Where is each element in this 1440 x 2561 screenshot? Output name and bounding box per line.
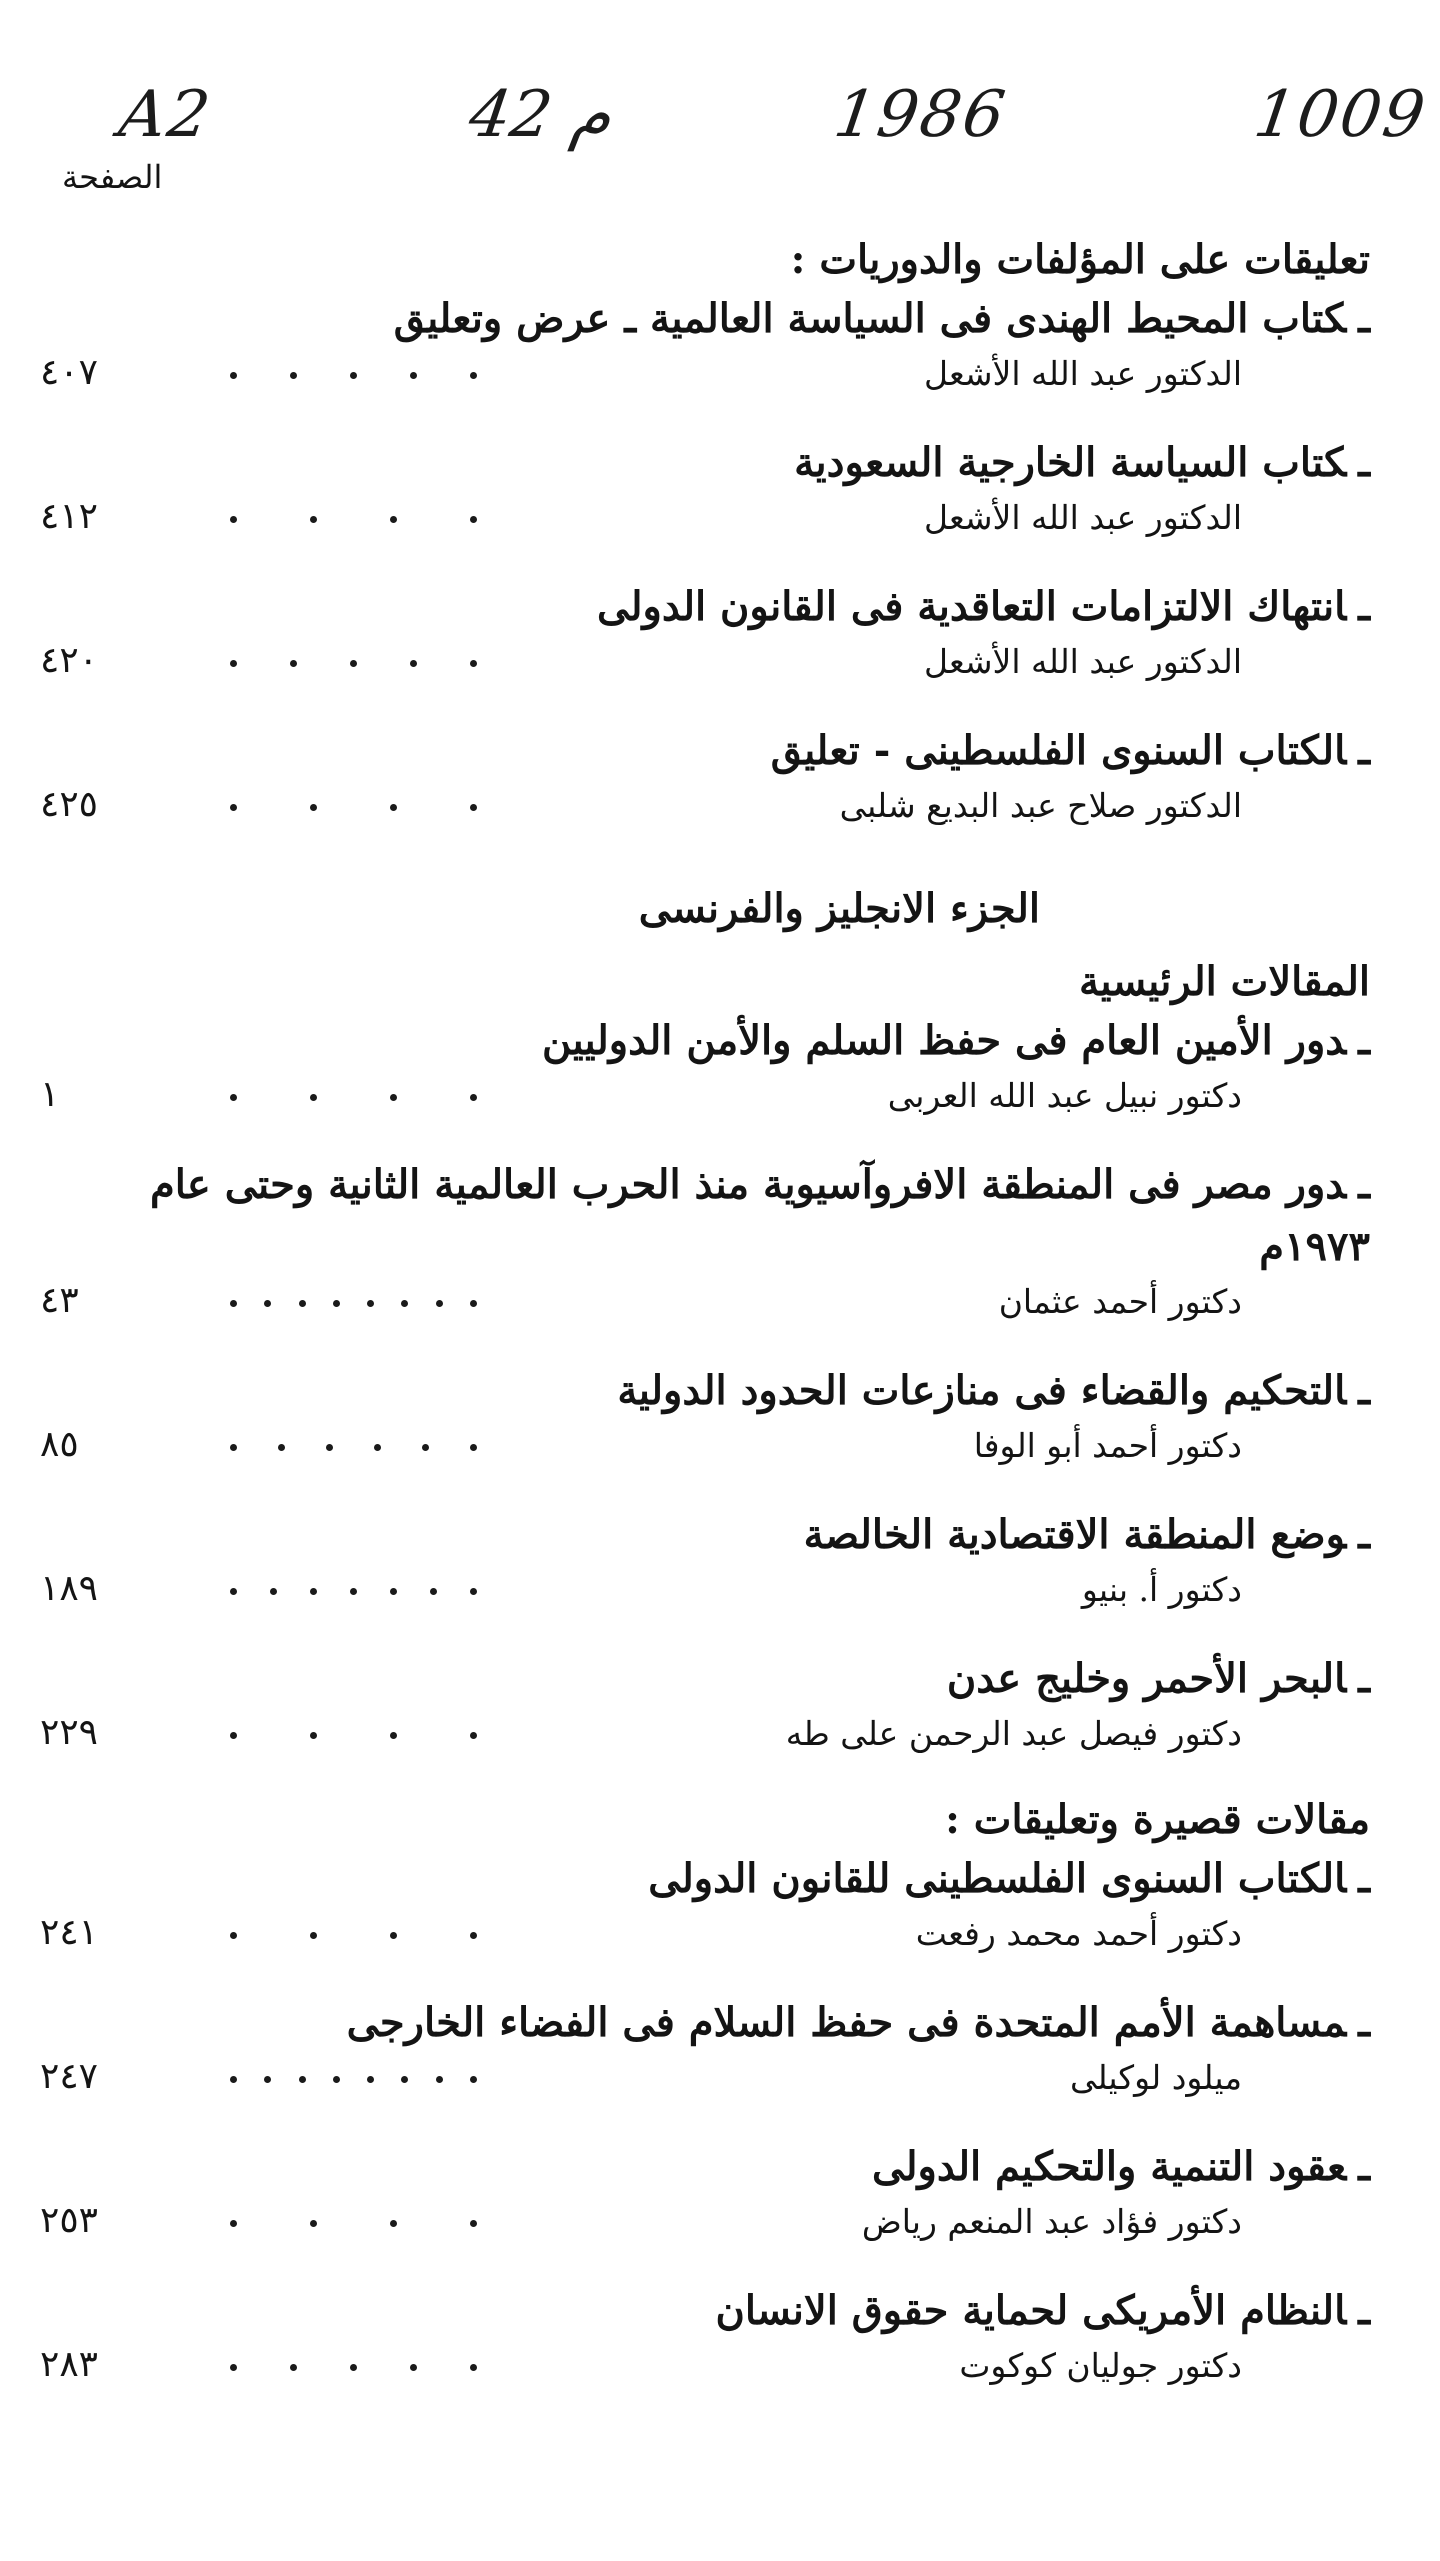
entry-author: دكتور أحمد محمد رفعت: [915, 1914, 1242, 1953]
leader-dot: [270, 1588, 277, 1595]
leader-dot: [290, 372, 297, 379]
dot-leader: [230, 350, 470, 410]
leader-dot: [470, 1444, 477, 1451]
entry-author-row: [40, 494, 1370, 554]
leader-dot: [310, 804, 317, 811]
leader-dot: [401, 1300, 408, 1307]
entry-author-row: [40, 2054, 1370, 2114]
toc-entry[interactable]: [40, 1848, 1370, 1970]
leader-dot: [470, 804, 477, 811]
leader-dot: [390, 804, 397, 811]
entry-author: دكتور فؤاد عبد المنعم رياض: [861, 2202, 1242, 2241]
entry-title-text: عقود التنمية والتحكيم الدولى: [871, 2143, 1347, 2190]
leader-dot: [290, 660, 297, 667]
entry-title: [40, 1648, 1370, 1710]
leader-dot: [310, 516, 317, 523]
entry-title: [40, 2280, 1370, 2342]
entry-page-number: ٢٨٣: [40, 2344, 99, 2385]
leader-dot: [326, 1444, 333, 1451]
entry-title: [40, 2136, 1370, 2198]
entry-page-number: ١: [40, 1074, 60, 1115]
leader-dot: [436, 2076, 443, 2083]
entry-author-row: [40, 1910, 1370, 1970]
leader-dot: [299, 2076, 306, 2083]
leader-dot: [401, 2076, 408, 2083]
dash-marker: ـ: [1358, 295, 1370, 342]
part-title: الجزء الانجليز والفرنسى: [638, 885, 1040, 932]
dot-leader: [230, 638, 470, 698]
leader-dot: [470, 1094, 477, 1101]
dot-leader: [230, 1072, 470, 1132]
entry-title-text: الكتاب السنوى الفلسطينى - تعليق: [770, 727, 1347, 774]
dot-leader: [230, 1422, 470, 1482]
entry-author: دكتور أ. بنيو: [1081, 1570, 1242, 1609]
entry-page-number: ٢٥٣: [40, 2200, 99, 2241]
leader-dot: [310, 2220, 317, 2227]
leader-dot: [470, 1932, 477, 1939]
entry-title-text: النظام الأمريكى لحماية حقوق الانسان: [715, 2287, 1347, 2334]
toc-entry[interactable]: [40, 1154, 1370, 1338]
leader-dot: [230, 372, 237, 379]
entry-title: [40, 576, 1370, 638]
dot-leader: [230, 494, 470, 554]
entry-author-row: [40, 2342, 1370, 2402]
entry-title: [40, 1848, 1370, 1910]
entry-title-text: الكتاب السنوى الفلسطينى للقانون الدولى: [648, 1855, 1347, 1902]
entry-author: دكتور أحمد أبو الوفا: [973, 1426, 1242, 1465]
leader-dot: [390, 2220, 397, 2227]
leader-dot: [367, 1300, 374, 1307]
leader-dot: [299, 1300, 306, 1307]
page-column-label: الصفحة: [62, 158, 163, 196]
section-heading: المقالات الرئيسية: [1078, 958, 1370, 1005]
entry-title-text: كتاب السياسة الخارجية السعودية: [794, 439, 1347, 486]
leader-dot: [436, 1300, 443, 1307]
leader-dot: [390, 1932, 397, 1939]
entry-page-number: ٤١٢: [40, 496, 99, 537]
entry-page-number: ١٨٩: [40, 1568, 99, 1609]
entry-author-row: [40, 1072, 1370, 1132]
entry-author: دكتور أحمد عثمان: [998, 1282, 1242, 1321]
handwritten-note: A2: [114, 78, 217, 152]
leader-dot: [410, 660, 417, 667]
dash-marker: ـ: [1358, 2143, 1370, 2190]
entry-author-row: [40, 1278, 1370, 1338]
leader-dot: [390, 1588, 397, 1595]
leader-dot: [230, 516, 237, 523]
section-heading: مقالات قصيرة وتعليقات :: [945, 1796, 1370, 1843]
dash-marker: ـ: [1358, 727, 1370, 774]
entry-title-text: دور الأمين العام فى حفظ السلم والأمن الدوليين: [542, 1017, 1347, 1064]
entry-title-text: كتاب المحيط الهندى فى السياسة العالمية ـ عرض وتعليق: [393, 295, 1347, 342]
leader-dot: [278, 1444, 285, 1451]
leader-dot: [470, 1300, 477, 1307]
entry-author-row: [40, 2198, 1370, 2258]
toc-entry[interactable]: [40, 720, 1370, 842]
entry-author: ميلود لوكيلى: [1070, 2058, 1242, 2097]
dot-leader: [230, 1710, 470, 1770]
entry-title: [40, 720, 1370, 782]
leader-dot: [430, 1588, 437, 1595]
dot-leader: [230, 2342, 470, 2402]
leader-dot: [333, 2076, 340, 2083]
dash-marker: ـ: [1358, 1161, 1370, 1208]
leader-dot: [230, 804, 237, 811]
entry-author: الدكتور عبد الله الأشعل: [923, 354, 1242, 393]
entry-title: [40, 1504, 1370, 1566]
leader-dot: [390, 1094, 397, 1101]
leader-dot: [230, 1444, 237, 1451]
leader-dot: [410, 2364, 417, 2371]
entry-page-number: ٢٤٧: [40, 2056, 99, 2097]
toc-entry[interactable]: [40, 1992, 1370, 2114]
entry-author: دكتور فيصل عبد الرحمن على طه: [785, 1714, 1242, 1753]
entry-title-text: البحر الأحمر وخليج عدن: [946, 1655, 1347, 1702]
handwritten-number: 1009: [1249, 78, 1432, 152]
leader-dot: [230, 1732, 237, 1739]
entry-title: [40, 1992, 1370, 2054]
dash-marker: ـ: [1358, 1367, 1370, 1414]
dash-marker: ـ: [1358, 1999, 1370, 2046]
entry-author-row: [40, 350, 1370, 410]
dash-marker: ـ: [1358, 2287, 1370, 2334]
entry-title: [40, 288, 1370, 350]
entry-title: [40, 432, 1370, 494]
leader-dot: [390, 516, 397, 523]
toc-entry[interactable]: [40, 1504, 1370, 1626]
entry-page-number: ٤٢٥: [40, 784, 99, 825]
toc-entry[interactable]: [40, 432, 1370, 554]
entry-title-text: دور مصر فى المنطقة الافروآسيوية منذ الحرب العالمية الثانية وحتى عام ١٩٧٣م: [149, 1161, 1370, 1270]
leader-dot: [470, 372, 477, 379]
leader-dot: [470, 660, 477, 667]
entry-author: دكتور جوليان كوكوت: [959, 2346, 1242, 2385]
leader-dot: [350, 2364, 357, 2371]
dash-marker: ـ: [1358, 1511, 1370, 1558]
entry-author: الدكتور عبد الله الأشعل: [923, 498, 1242, 537]
entry-title-text: انتهاك الالتزامات التعاقدية فى القانون الدولى: [596, 583, 1347, 630]
leader-dot: [470, 516, 477, 523]
dash-marker: ـ: [1358, 1655, 1370, 1702]
leader-dot: [230, 660, 237, 667]
leader-dot: [230, 1932, 237, 1939]
leader-dot: [310, 1094, 317, 1101]
entry-page-number: ٢٤١: [40, 1912, 99, 1953]
entry-title-text: مساهمة الأمم المتحدة فى حفظ السلام فى الفضاء الخارجى: [346, 1999, 1347, 2046]
leader-dot: [333, 1300, 340, 1307]
leader-dot: [310, 1588, 317, 1595]
leader-dot: [390, 1732, 397, 1739]
leader-dot: [470, 2220, 477, 2227]
entry-title-text: التحكيم والقضاء فى منازعات الحدود الدولية: [617, 1367, 1347, 1414]
leader-dot: [230, 1300, 237, 1307]
entry-page-number: ٨٥: [40, 1424, 79, 1465]
leader-dot: [264, 1300, 271, 1307]
toc-entry[interactable]: [40, 2280, 1370, 2402]
toc-entry[interactable]: [40, 2136, 1370, 2258]
dot-leader: [230, 1566, 470, 1626]
entry-page-number: ٢٢٩: [40, 1712, 99, 1753]
leader-dot: [290, 2364, 297, 2371]
entry-author-row: [40, 1710, 1370, 1770]
handwritten-year: 1986: [829, 78, 1012, 152]
leader-dot: [367, 2076, 374, 2083]
entry-author: دكتور نبيل عبد الله العربى: [887, 1076, 1242, 1115]
toc-entry[interactable]: [40, 288, 1370, 410]
leader-dot: [410, 372, 417, 379]
dot-leader: [230, 1910, 470, 1970]
entry-page-number: ٤٢٠: [40, 640, 99, 681]
dot-leader: [230, 2198, 470, 2258]
section-heading: تعليقات على المؤلفات والدوريات :: [790, 236, 1370, 283]
leader-dot: [230, 2220, 237, 2227]
leader-dot: [310, 1732, 317, 1739]
entry-author-row: [40, 1566, 1370, 1626]
dot-leader: [230, 2054, 470, 2114]
entry-author-row: [40, 1422, 1370, 1482]
leader-dot: [350, 1588, 357, 1595]
entry-title: [40, 1154, 1370, 1278]
toc-entry[interactable]: [40, 1010, 1370, 1132]
dot-leader: [230, 782, 470, 842]
toc-entry[interactable]: [40, 1648, 1370, 1770]
leader-dot: [470, 1732, 477, 1739]
entry-page-number: ٤٠٧: [40, 352, 99, 393]
dash-marker: ـ: [1358, 1017, 1370, 1064]
leader-dot: [264, 2076, 271, 2083]
entry-author-row: [40, 638, 1370, 698]
entry-title: [40, 1360, 1370, 1422]
leader-dot: [470, 2076, 477, 2083]
leader-dot: [310, 1932, 317, 1939]
leader-dot: [230, 1094, 237, 1101]
dash-marker: ـ: [1358, 1855, 1370, 1902]
toc-entry[interactable]: [40, 1360, 1370, 1482]
dot-leader: [230, 1278, 470, 1338]
leader-dot: [470, 2364, 477, 2371]
leader-dot: [374, 1444, 381, 1451]
entry-page-number: ٤٣: [40, 1280, 79, 1321]
entry-author: الدكتور صلاح عبد البديع شلبى: [839, 786, 1242, 825]
entry-title-text: وضع المنطقة الاقتصادية الخالصة: [803, 1511, 1347, 1558]
leader-dot: [230, 1588, 237, 1595]
dash-marker: ـ: [1358, 583, 1370, 630]
entry-title: [40, 1010, 1370, 1072]
handwritten-note: 42 م: [464, 78, 617, 152]
toc-entry[interactable]: [40, 576, 1370, 698]
leader-dot: [350, 372, 357, 379]
leader-dot: [470, 1588, 477, 1595]
entry-author-row: [40, 782, 1370, 842]
leader-dot: [230, 2364, 237, 2371]
leader-dot: [422, 1444, 429, 1451]
leader-dot: [230, 2076, 237, 2083]
leader-dot: [350, 660, 357, 667]
dash-marker: ـ: [1358, 439, 1370, 486]
entry-author: الدكتور عبد الله الأشعل: [923, 642, 1242, 681]
table-of-contents: [40, 232, 1370, 2424]
